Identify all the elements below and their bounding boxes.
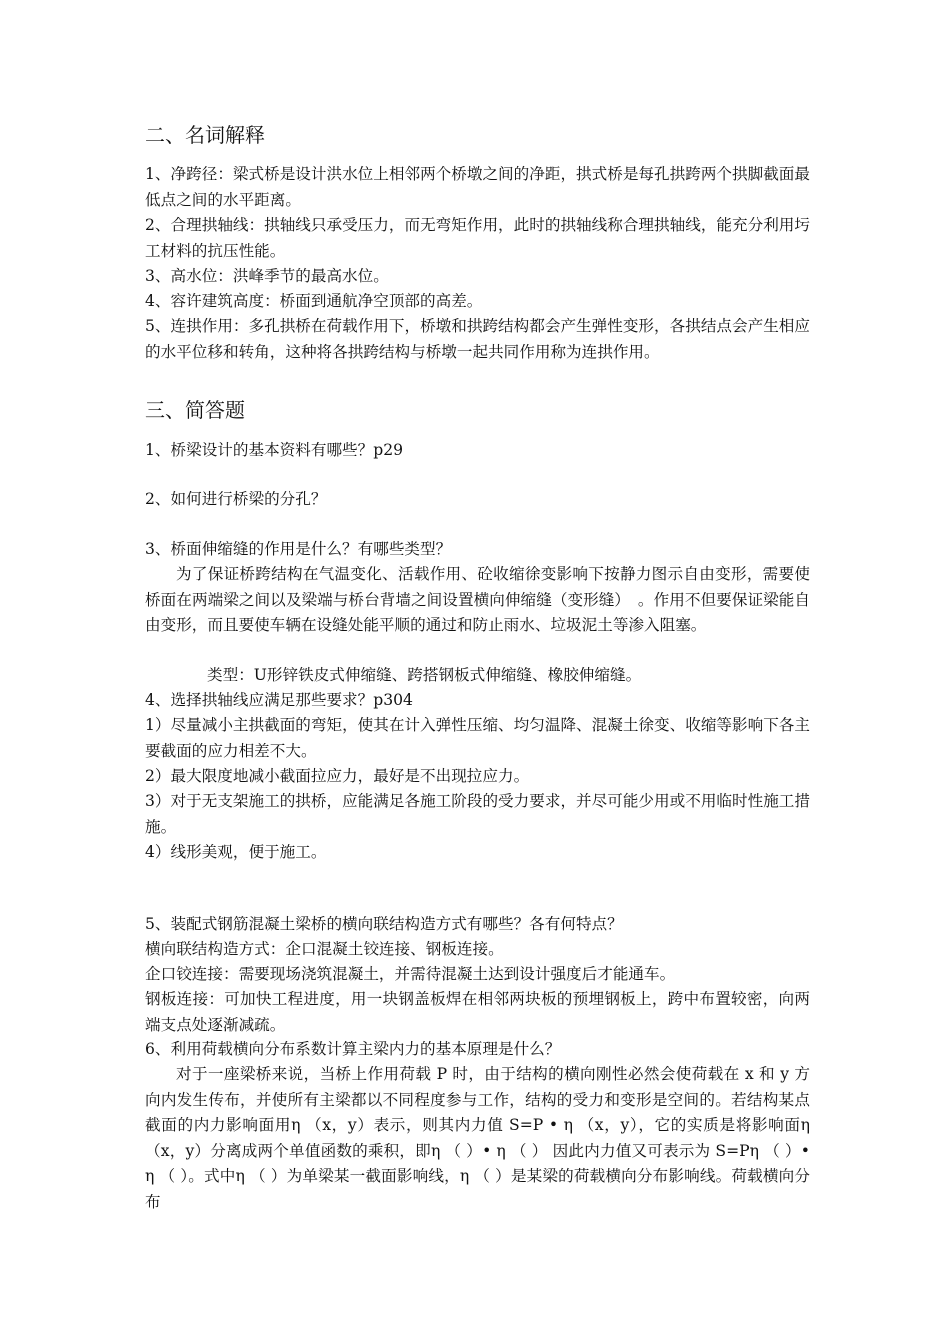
question-3-types: 类型：U形锌铁皮式伸缩缝、跨搭钢板式伸缩缝、橡胶伸缩缝。 — [207, 666, 642, 684]
section-title-terms: 二、名词解释 — [145, 123, 265, 147]
term-item: 2、合理拱轴线：拱轴线只承受压力，而无弯矩作用，此时的拱轴线称合理拱轴线，能充分利用圬工材料的抗压性能。 — [145, 216, 810, 260]
term-item: 1、净跨径：梁式桥是设计洪水位上相邻两个桥墩之间的净距，拱式桥是每孔拱跨两个拱脚截面最低点之间的水平距离。 — [145, 165, 810, 209]
question-4-item: 2）最大限度地减小截面拉应力，最好是不出现拉应力。 — [145, 767, 530, 785]
question-5-answer: 钢板连接：可加快工程进度，用一块钢盖板焊在相邻两块板的预埋钢板上，跨中布置较密，向两端支点处逐渐减疏。 — [145, 990, 810, 1034]
question-2: 2、如何进行桥梁的分孔？ — [145, 490, 327, 508]
question-4-item: 4）线形美观，便于施工。 — [145, 843, 327, 861]
term-item: 5、连拱作用：多孔拱桥在荷载作用下，桥墩和拱跨结构都会产生弹性变形，各拱结点会产生相应的水平位移和转角，这种将各拱跨结构与桥墩一起共同作用称为连拱作用。 — [145, 317, 810, 361]
question-3: 3、桥面伸缩缝的作用是什么？有哪些类型？ — [145, 540, 452, 558]
question-6-answer: 对于一座梁桥来说，当桥上作用荷载 P 时，由于结构的横向刚性必然会使荷载在 x 和 y 方向内发生传布，并使所有主梁都以不同程度参与工作，结构的受力和变形是空间的。若结构某点截面的内力影响面用η （x，y）表示，则其内力值 S=P • η （x，y），它的实质是将影响面η （x，y）分离成两个单值函数的乘积，即η （ ）• η （ ） 因此内力值又可表示为 S=Pη （ ）• η （ ）。式中η （ ）为单梁某一截面影响线，η （ ）是某梁的荷载横向分布影响线。荷载横向分布 — [145, 1065, 810, 1211]
question-5: 5、装配式钢筋混凝土梁桥的横向联结构造方式有哪些？各有何特点？ — [145, 915, 623, 933]
question-5-answer: 企口铰连接：需要现场浇筑混凝土，并需待混凝土达到设计强度后才能通车。 — [145, 965, 676, 983]
term-item: 3、高水位：洪峰季节的最高水位。 — [145, 267, 389, 285]
question-6: 6、利用荷载横向分布系数计算主梁内力的基本原理是什么？ — [145, 1040, 561, 1058]
section-title-questions: 三、简答题 — [145, 398, 245, 422]
question-1: 1、桥梁设计的基本资料有哪些？p29 — [145, 441, 404, 459]
term-item: 4、容许建筑高度：桥面到通航净空顶部的高差。 — [145, 292, 483, 310]
question-4-item: 1）尽量减小主拱截面的弯矩，使其在计入弹性压缩、均匀温降、混凝土徐变、收缩等影响下各主要截面的应力相差不大。 — [145, 716, 810, 760]
question-3-answer: 为了保证桥跨结构在气温变化、活载作用、砼收缩徐变影响下按静力图示自由变形，需要使桥面在两端梁之间以及梁端与桥台背墙之间设置横向伸缩缝（变形缝） 。作用不但要保证梁能自由变形，而且要使车辆在设缝处能平顺的通过和防止雨水、垃圾泥土等渗入阻塞。 — [145, 565, 810, 635]
question-5-answer: 横向联结构造方式：企口混凝土铰连接、钢板连接。 — [145, 940, 504, 958]
question-4: 4、选择拱轴线应满足那些要求？p304 — [145, 691, 413, 709]
question-4-item: 3）对于无支架施工的拱桥，应能满足各施工阶段的受力要求，并尽可能少用或不用临时性施工措施。 — [145, 792, 810, 836]
